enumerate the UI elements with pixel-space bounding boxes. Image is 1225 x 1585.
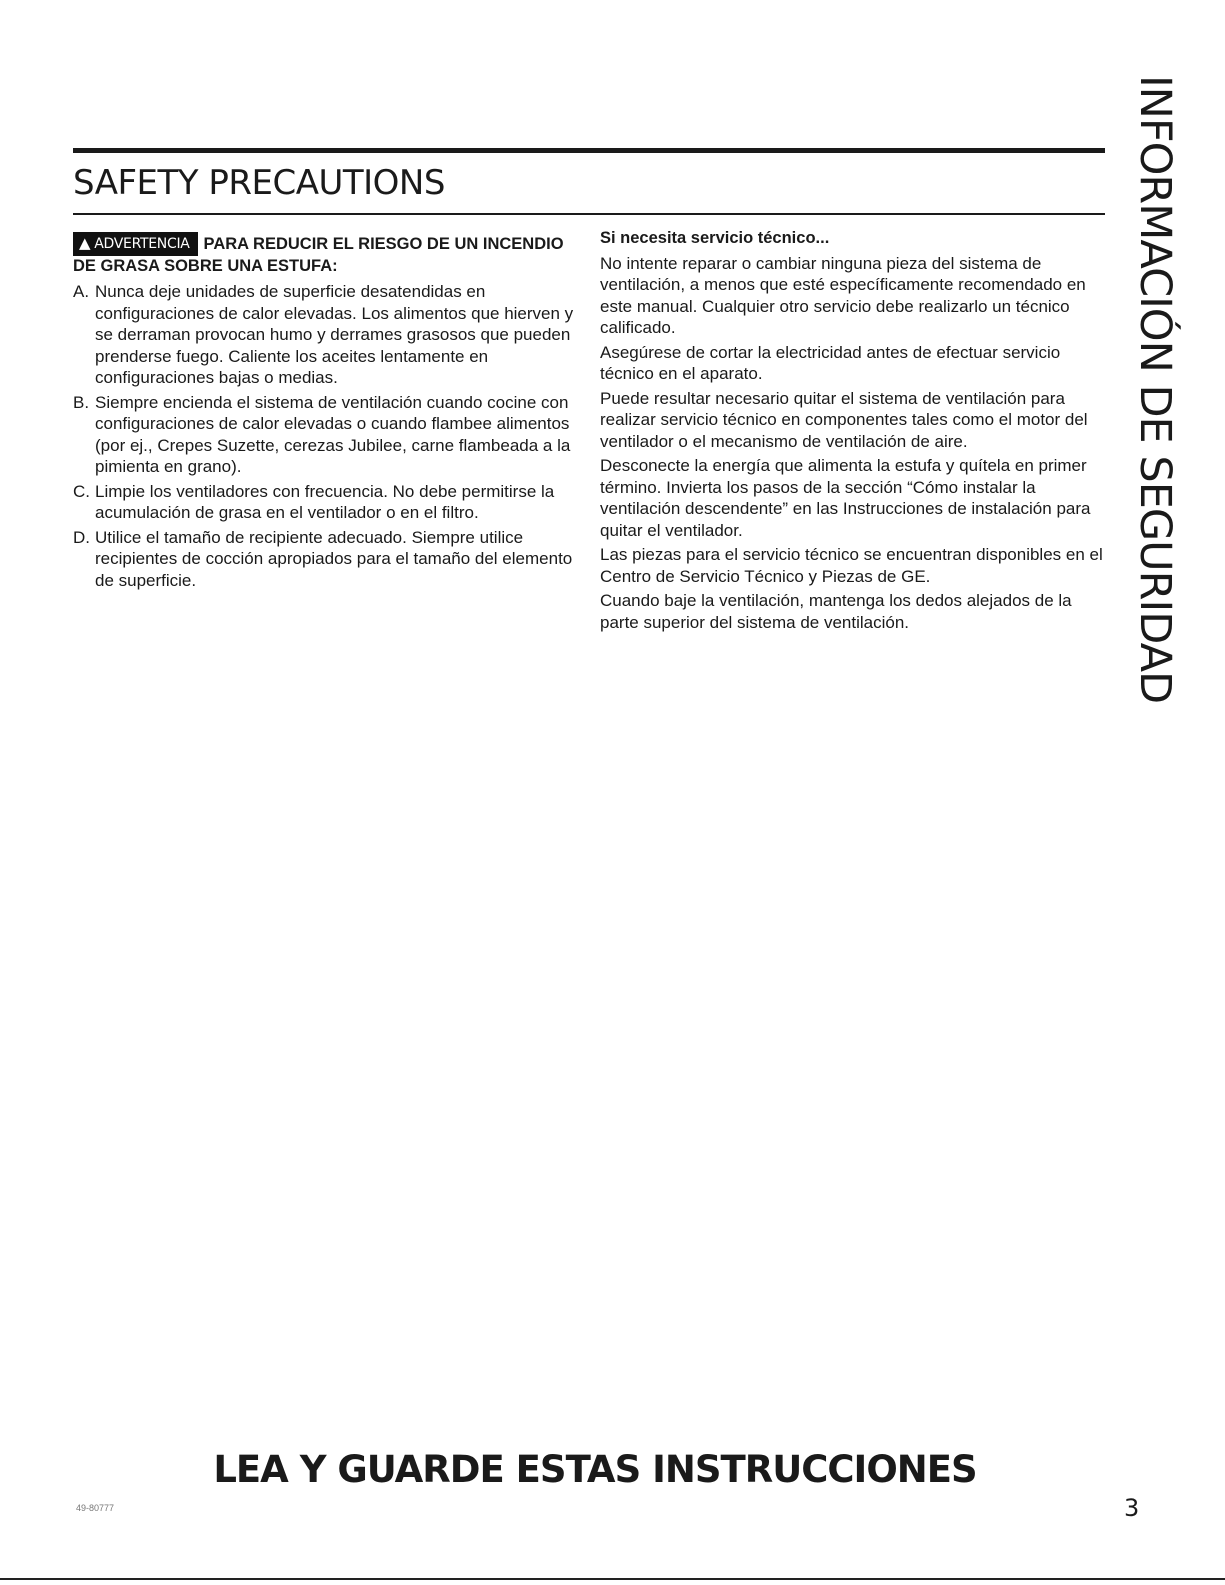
list-item bbox=[73, 481, 583, 524]
list-item bbox=[73, 392, 583, 478]
footer-title: LEA Y GUARDE ESTAS INSTRUCCIONES bbox=[213, 1448, 977, 1491]
list-item-letter: D. bbox=[73, 527, 90, 547]
list-item-letter: C. bbox=[73, 481, 90, 501]
service-paragraph: Las piezas para el servicio técnico se encuentran disponibles en el Centro de Servicio Técnico y Piezas de GE. bbox=[600, 545, 1103, 586]
list-item bbox=[73, 527, 583, 592]
list-item-text: Limpie los ventiladores con frecuencia. No debe permitirse la acumulación de grasa en el ventilador o en el filtro. bbox=[95, 481, 555, 522]
page-number: 3 bbox=[1124, 1494, 1140, 1522]
service-paragraph: Asegúrese de cortar la electricidad antes de efectuar servicio técnico en el aparato. bbox=[600, 342, 1061, 383]
document-number: 49-80777 bbox=[76, 1503, 115, 1513]
list-item bbox=[73, 281, 583, 389]
side-section-title: INFORMACIÓN DE SEGURIDAD bbox=[1130, 75, 1180, 704]
list-item-text: Nunca deje unidades de superficie desatendidas en configuraciones de calor elevadas. Los alimentos que hierven y se derraman provocan humo y derrames grasosos que pueden prenderse fuego. Caliente los aceites lentamente en configuraciones bajas o medias. bbox=[95, 282, 574, 387]
warning-badge-label: ADVERTENCIA bbox=[94, 236, 190, 252]
warning-triangle-icon: ▲ bbox=[79, 234, 91, 252]
list-item-text: Siempre encienda el sistema de ventilación cuando cocine con configuraciones de calor elevadas o cuando flambee alimentos (por ej., Crepes Suzette, cerezas Jubilee, carne flambeada a la pimienta en grano). bbox=[95, 392, 571, 476]
service-paragraph: Cuando baje la ventilación, mantenga los dedos alejados de la parte superior del sistema de ventilación. bbox=[600, 591, 1072, 632]
list-item-letter: B. bbox=[73, 392, 90, 412]
warning-badge bbox=[73, 232, 198, 256]
page-title: SAFETY PRECAUTIONS bbox=[73, 163, 445, 203]
warning-heading: PARA REDUCIR EL RIESGO DE UN INCENDIO DE GRASA SOBRE UNA ESTUFA: bbox=[73, 235, 564, 275]
list-item-letter: A. bbox=[73, 282, 90, 301]
warning-section bbox=[73, 232, 583, 594]
service-heading: Si necesita servicio técnico... bbox=[600, 229, 830, 247]
service-paragraph: Desconecte la energía que alimenta la estufa y quítela en primer término. Invierta los pasos de la sección “Cómo instalar la ventilación descendente” en las Instrucciones de instalación para quitar el ventilador. bbox=[600, 456, 1091, 540]
service-section bbox=[600, 228, 1110, 636]
header-rule-bottom bbox=[73, 213, 1105, 215]
warning-header bbox=[73, 232, 583, 277]
header-rule-top bbox=[73, 148, 1105, 153]
page-bottom-edge bbox=[0, 1578, 1225, 1580]
list-item-text: Utilice el tamaño de recipiente adecuado. Siempre utilice recipientes de cocción apropiados para el tamaño del elemento de superficie. bbox=[95, 527, 573, 590]
service-paragraph: Puede resultar necesario quitar el sistema de ventilación para realizar servicio técnico en componentes tales como el motor del ventilador o el mecanismo de ventilación de aire. bbox=[600, 388, 1088, 451]
service-paragraph: No intente reparar o cambiar ninguna pieza del sistema de ventilación, a menos que esté específicamente recomendado en este manual. Cualquier otro servicio debe realizarlo un técnico calificado. bbox=[600, 253, 1086, 337]
